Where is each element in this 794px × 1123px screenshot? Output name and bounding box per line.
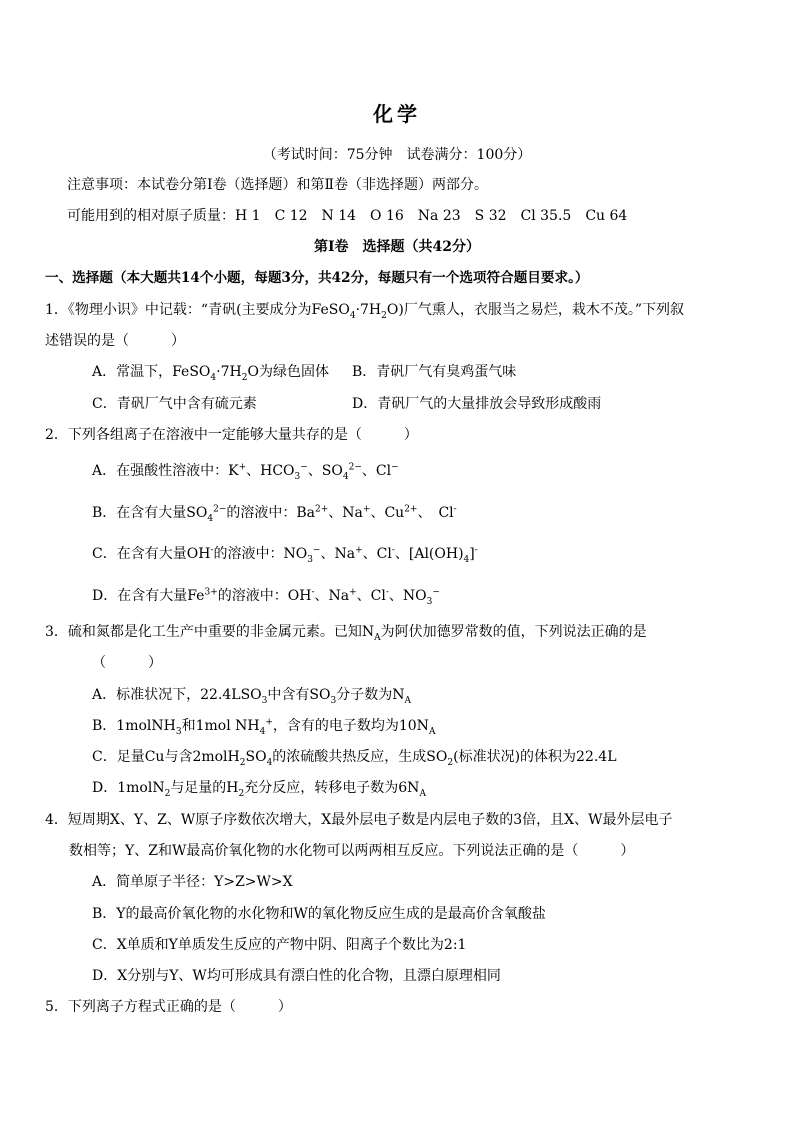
page-title: 化学 — [373, 102, 421, 126]
q3-option-c: C．足量Cu与含$2molH_2SO_4$的浓硫酸共热反应，生成$SO_2$(标准状况)的体积为22.4L — [92, 749, 617, 768]
exam-info: （考试时间：75分钟 试卷满分：100分） — [262, 147, 532, 163]
q3-option-b: B．1molNH$_3$和1mol $NH_4^+$，含有的电子数均为$10N_A$ — [92, 717, 436, 737]
q4-option-d: D．X分别与Y、W均可形成具有漂白性的化合物，且漂白原理相同 — [92, 968, 501, 984]
notice: 注意事项：本试卷分第Ⅰ卷（选择题）和第Ⅱ卷（非选择题）两部分。 — [67, 177, 489, 193]
q2-option-d: D．在含有大量$Fe^{3+}$的溶液中：OH-、Na+、Cl-、$NO_3^-$ — [92, 587, 440, 607]
section-title: 第Ⅰ卷 选择题（共42分） — [313, 239, 481, 255]
q4-option-a: A．简单原子半径：Y>Z>W>X — [92, 874, 293, 890]
q1-option-c: C．青矾厂气中含有硫元素 — [92, 396, 257, 412]
q3-option-a: A．标准状况下，$22.4LSO_3$中含有$SO_3$分子数为$N_A$ — [92, 687, 411, 706]
q1-option-d: D．青矾厂气的大量排放会导致形成酸雨 — [352, 396, 602, 412]
section-instruction: 一、选择题（本大题共14个小题，每题3分，共42分，每题只有一个选项符合题目要求。） — [45, 270, 589, 286]
atomic-masses: 可能用到的相对原子质量：H 1 C 12 N 14 O 16 Na 23 S 32 Cl 35.5 Cu 64 — [67, 208, 628, 224]
q2-option-c: C．在含有大量OH-的溶液中：$NO_3^-$、Na+、Cl-、$[Al(OH)_4]^-$ — [92, 545, 478, 565]
q4-stem: 4．短周期X、Y、Z、W原子序数依次增大，X最外层电子数是内层电子数的3倍，且X、W最外层电子 — [45, 812, 673, 828]
q1-option-a: A．常温下，$FeSO_4\cdot 7H_2O$为绿色固体 — [92, 364, 329, 383]
q1-option-b: B．青矾厂气有臭鸡蛋气味 — [352, 364, 517, 380]
q2-stem: 2．下列各组离子在溶液中一定能够大量共存的是（ ） — [45, 427, 418, 443]
q3-stem: 3．硫和氮都是化工生产中重要的非金属元素。已知$N_A$为阿伏加德罗常数的值，下列说法正确的是 — [45, 624, 647, 643]
q2-option-b: B．在含有大量$SO_4^{2-}$的溶液中：$Ba^{2+}$、Na+、$Cu^{2+}$、 Cl- — [92, 504, 457, 524]
q1-stem-line2: 述错误的是（ ） — [45, 333, 185, 349]
q1-stem: 1．《物理小识》中记载：“青矾(主要成分为$FeSO_4\cdot 7H_2O$)厂气熏人，衣服当之易烂，栽木不茂。”下列叙 — [45, 302, 684, 321]
q4-option-b: B．Y的最高价氧化物的水化物和W的氧化物反应生成的是最高价含氧酸盐 — [92, 906, 546, 922]
q4-stem-line2: 数相等；Y、Z和W最高价氧化物的水化物可以两两相互反应。下列说法正确的是（ ） — [69, 843, 635, 859]
q3-option-d: D．1molN$_2$与足量的$H_2$充分反应，转移电子数为$6N_A$ — [92, 780, 426, 799]
q4-option-c: C．X单质和Y单质发生反应的产物中阴、阳离子个数比为2:1 — [92, 937, 467, 953]
q2-option-a: A．在强酸性溶液中：K+、$HCO_3^-$、$SO_4^{2-}$、Cl− — [92, 462, 399, 482]
q5-stem: 5．下列离子方程式正确的是（ ） — [45, 999, 292, 1015]
q3-stem-line2: （ ） — [92, 655, 162, 671]
